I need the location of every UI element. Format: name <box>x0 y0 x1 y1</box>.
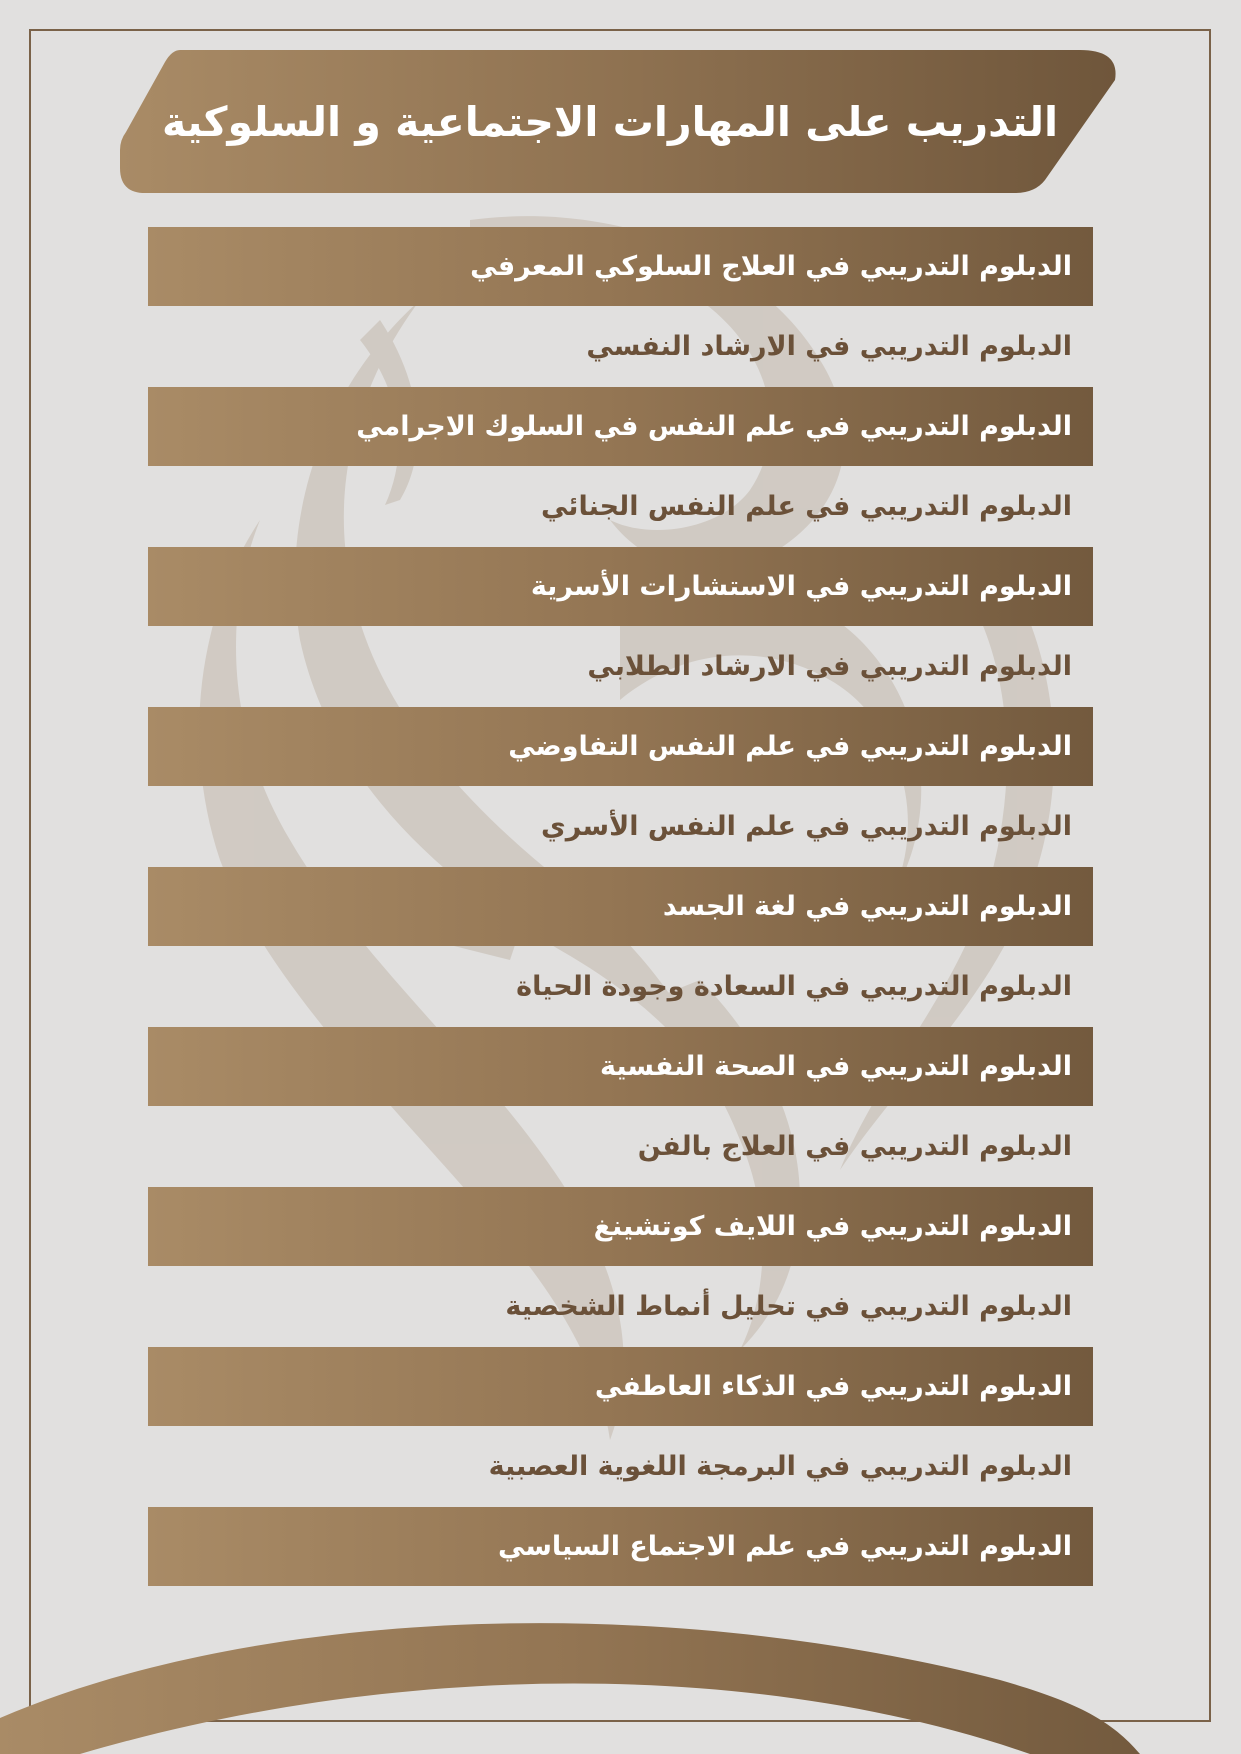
list-item <box>148 1507 1093 1586</box>
page-title <box>150 50 1070 193</box>
list-item <box>148 387 1093 466</box>
list-item-label: الدبلوم التدريبي في الصحة النفسية <box>599 1051 1072 1082</box>
list-item <box>148 946 1093 1027</box>
list-item <box>148 1347 1093 1426</box>
list-item-label: الدبلوم التدريبي في الذكاء العاطفي <box>594 1371 1072 1402</box>
page-title-text: التدريب على المهارات الاجتماعية و السلوكية <box>162 97 1059 146</box>
list-item <box>148 1426 1093 1507</box>
list-item <box>148 227 1093 306</box>
list-item <box>148 707 1093 786</box>
list-item-label: الدبلوم التدريبي في علم النفس الجنائي <box>540 491 1072 522</box>
list-item-label: الدبلوم التدريبي في العلاج بالفن <box>637 1131 1072 1162</box>
list-item-label: الدبلوم التدريبي في الارشاد الطلابي <box>587 651 1072 682</box>
diploma-list <box>148 227 1093 1586</box>
list-item-label: الدبلوم التدريبي في لغة الجسد <box>662 891 1072 922</box>
list-item-label: الدبلوم التدريبي في السعادة وجودة الحياة <box>516 971 1072 1002</box>
list-item-label: الدبلوم التدريبي في اللايف كوتشينغ <box>593 1211 1072 1242</box>
list-item <box>148 1027 1093 1106</box>
list-item <box>148 1266 1093 1347</box>
list-item <box>148 786 1093 867</box>
list-item-label: الدبلوم التدريبي في تحليل أنماط الشخصية <box>505 1291 1072 1322</box>
list-item <box>148 466 1093 547</box>
list-item-label: الدبلوم التدريبي في الاستشارات الأسرية <box>530 571 1072 602</box>
list-item-label: الدبلوم التدريبي في العلاج السلوكي المعرفي <box>470 251 1072 282</box>
list-item-label: الدبلوم التدريبي في الارشاد النفسي <box>586 331 1072 362</box>
list-item <box>148 306 1093 387</box>
list-item-label: الدبلوم التدريبي في البرمجة اللغوية العصبية <box>488 1451 1072 1482</box>
list-item <box>148 626 1093 707</box>
list-item <box>148 1106 1093 1187</box>
list-item <box>148 547 1093 626</box>
list-item-label: الدبلوم التدريبي في علم الاجتماع السياسي <box>498 1531 1072 1562</box>
list-item <box>148 867 1093 946</box>
list-item-label: الدبلوم التدريبي في علم النفس الأسري <box>541 811 1072 842</box>
list-item <box>148 1187 1093 1266</box>
list-item-label: الدبلوم التدريبي في علم النفس في السلوك الاجرامي <box>356 411 1072 442</box>
list-item-label: الدبلوم التدريبي في علم النفس التفاوضي <box>508 731 1072 762</box>
